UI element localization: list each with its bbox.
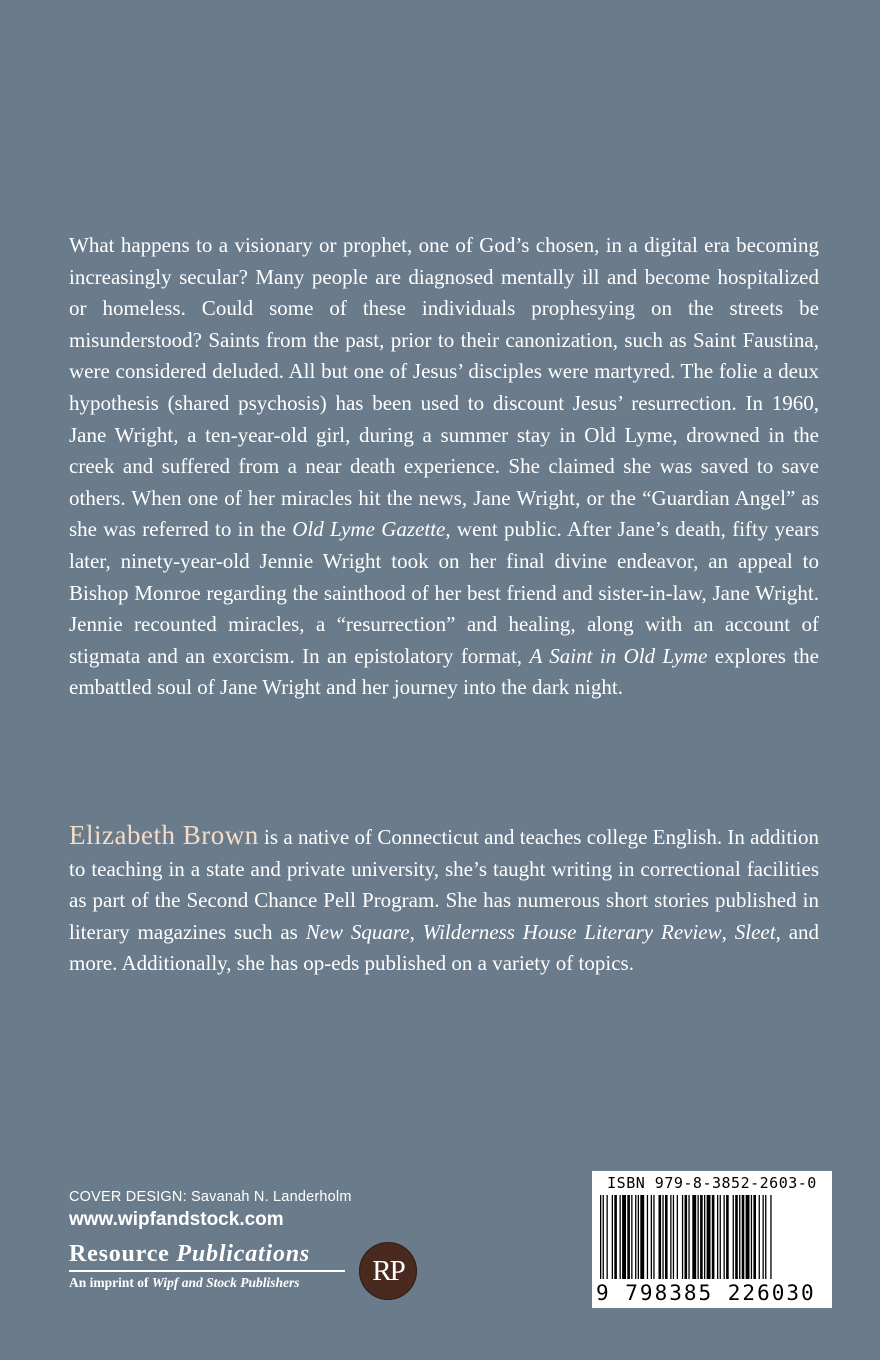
cover-design-credit: COVER DESIGN: Savanah N. Landerholm (69, 1189, 352, 1205)
barcode-digits: 9 798385 226030 (596, 1281, 816, 1305)
book-title: A Saint in Old Lyme (529, 643, 708, 668)
barcode-bar (682, 1195, 683, 1279)
barcode-bar (600, 1195, 601, 1279)
magazine-3: Sleet (734, 919, 776, 944)
barcode-bar (640, 1195, 644, 1279)
publisher-name (69, 1241, 345, 1268)
barcode-bar (647, 1195, 648, 1279)
barcode-bar (765, 1195, 766, 1279)
barcode-bar (770, 1195, 771, 1279)
barcode-bar (603, 1195, 604, 1279)
barcode-bar (659, 1195, 662, 1279)
barcode-bar (622, 1195, 626, 1279)
barcode-bar (685, 1195, 688, 1279)
imprint-line (69, 1275, 345, 1291)
barcode-bar (724, 1195, 725, 1279)
publisher-rule (69, 1270, 345, 1272)
bio-separator-2: , (721, 919, 735, 944)
isbn-label: ISBN 979-8-3852-2603-0 (607, 1174, 817, 1192)
barcode-bar (688, 1195, 689, 1279)
barcode-bar (631, 1195, 632, 1279)
barcode-bar (733, 1195, 734, 1279)
barcode-bars (600, 1195, 824, 1279)
description-part-2: , went public. After Jane’s death, fifty years later, ninety-year-old Jennie Wright took on her final divine endeavor, an appeal to Bishop Monroe regarding the sainthood of her best friend and sister-in-law, Jane Wright. Jennie recounted miracles, a “resurrection” and healing, along with an account of stigmata and an exorcism. In an epistolatory format, (69, 517, 819, 668)
barcode-bar (700, 1195, 703, 1279)
barcode-bar (704, 1195, 705, 1279)
barcode-bar (739, 1195, 740, 1279)
barcode-bar (742, 1195, 745, 1279)
barcode-bar (698, 1195, 699, 1279)
description-part-1: What happens to a visionary or prophet, one of God’s chosen, in a digital era becoming increasingly secular? Many people are diagnosed mentally ill and become hospitalized or homeless. Could some of these individuals prophesying on the streets be misunderstood? Saints from the past, prior to their canonization, such as Saint Faustina, were considered deluded. All but one of Jesus’ disciples were martyred. The folie a deux hypothesis (shared psychosis) has been used to discount Jesus’ resurrection. In 1960, Jane Wright, a ten-year-old girl, during a summer stay in Old Lyme, drowned in the creek and suffered from a near death experience. She claimed she was saved to save others. When one of her miracles hit the news, Jane Wright, or the “Guardian Angel” as she was referred to in the (69, 233, 819, 542)
barcode-bar (620, 1195, 621, 1279)
book-description (69, 230, 819, 704)
publisher-website[interactable]: www.wipfandstock.com (69, 1209, 284, 1230)
description-part-3: explores the embattled soul of Jane Wright and her journey into the dark night. (69, 643, 819, 700)
logo-text: RP (372, 1254, 404, 1287)
publisher-name-part-1: Resource (69, 1241, 170, 1267)
barcode-bar (746, 1195, 750, 1279)
barcode-bar (751, 1195, 752, 1279)
magazine-1: New Square (305, 919, 410, 944)
bio-separator-1: , (409, 919, 423, 944)
barcode-bar (759, 1195, 760, 1279)
magazine-2: Wilderness House Literary Review (422, 919, 722, 944)
bio-text-1: is a native of Connecticut and teaches college English. In addition to teaching in a state and private university, she’s taught writing in correctional facilities as part of the Second Chance Pell Program. She has numerous short stories published in literary magazines such as (69, 825, 819, 944)
barcode-bar (607, 1195, 608, 1279)
barcode-bar (763, 1195, 764, 1279)
newspaper-title: Old Lyme Gazette (292, 517, 446, 542)
barcode-bar (753, 1195, 756, 1279)
isbn-barcode (592, 1171, 832, 1308)
bio-text-2: , and more. Additionally, she has op-eds published on a variety of topics. (69, 919, 820, 976)
barcode-bar (635, 1195, 636, 1279)
barcode-bar (638, 1195, 639, 1279)
barcode-bar (735, 1195, 738, 1279)
barcode-bar (673, 1195, 674, 1279)
author-name: Elizabeth Brown (69, 820, 259, 850)
barcode-bar (707, 1195, 711, 1279)
barcode-bar (726, 1195, 729, 1279)
barcode-bar (612, 1195, 613, 1279)
publisher-name-part-2: Publications (176, 1241, 311, 1267)
barcode-bar (653, 1195, 654, 1279)
barcode-bar (662, 1195, 663, 1279)
barcode-bar (720, 1195, 721, 1279)
publisher-mark (69, 1241, 345, 1291)
barcode-bar (651, 1195, 652, 1279)
barcode-bar (717, 1195, 718, 1279)
barcode-bar (692, 1195, 696, 1279)
barcode-bar (665, 1195, 668, 1279)
publisher-logo-icon (359, 1242, 417, 1300)
barcode-bar (712, 1195, 715, 1279)
imprint-prefix: An imprint of (69, 1275, 152, 1290)
barcode-bar (677, 1195, 678, 1279)
author-bio (69, 820, 819, 980)
barcode-bar (627, 1195, 630, 1279)
barcode-bar (614, 1195, 617, 1279)
barcode-bar (670, 1195, 671, 1279)
imprint-name: Wipf and Stock Publishers (151, 1275, 300, 1290)
